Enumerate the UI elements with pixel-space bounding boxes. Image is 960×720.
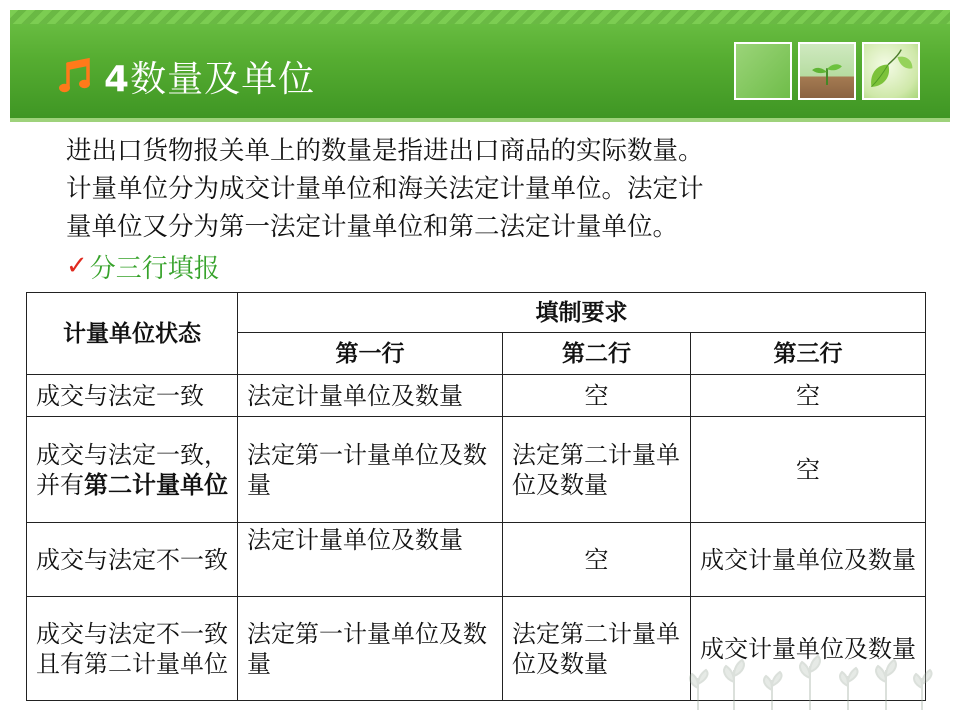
cell-row2: 空: [503, 375, 691, 417]
sprout-icon: [800, 44, 854, 98]
page-title-text: 数量及单位: [130, 58, 316, 100]
thumbnail-plain: [734, 42, 792, 100]
intro-line: 量单位又分为第一法定计量单位和第二法定计量单位。: [66, 212, 679, 242]
state-cell: [27, 417, 238, 523]
cell-row2: 空: [503, 523, 691, 597]
table-header-col2: 第二行: [503, 333, 691, 375]
intro-paragraph: [66, 132, 896, 246]
cell-row1: 法定第一计量单位及数量: [238, 597, 503, 701]
table-row: [27, 375, 926, 417]
table-header-group: 填制要求: [238, 293, 926, 333]
cell-row2: 法定第二计量单位及数量: [503, 597, 691, 701]
cell-row2: 法定第二计量单位及数量: [503, 417, 691, 523]
state-cell: 成交与法定不一致: [27, 523, 238, 597]
header-underline: [10, 118, 950, 122]
cell-row1: 法定计量单位及数量: [238, 375, 503, 417]
bullet-item: [66, 247, 220, 285]
bullet-text: 分三行填报: [89, 253, 220, 284]
state-cell: 成交与法定不一致且有第二计量单位: [27, 597, 238, 701]
intro-line: 进出口货物报关单上的数量是指进出口商品的实际数量。: [66, 136, 704, 166]
header-top-strip: [10, 10, 950, 24]
leaf-icon: [864, 44, 918, 98]
check-icon: ✓: [66, 251, 88, 281]
cell-row1: 法定计量单位及数量: [238, 523, 503, 597]
table-row: [27, 597, 926, 701]
thumbnail-sprout: [798, 42, 856, 100]
cell-row3: 成交计量单位及数量: [691, 523, 926, 597]
page-title-number: 4: [104, 58, 131, 100]
thumbnail-leaf: [862, 42, 920, 100]
table-header-col3: 第三行: [691, 333, 926, 375]
state-cell: 成交与法定一致: [27, 375, 238, 417]
table-header-col1: 第一行: [238, 333, 503, 375]
state-emphasis: 第二计量单位: [84, 470, 228, 499]
table-row: [27, 523, 926, 597]
cell-row3: 空: [691, 375, 926, 417]
title-area: [58, 52, 315, 100]
cell-row3: 空: [691, 417, 926, 523]
intro-line: 计量单位分为成交计量单位和海关法定计量单位。法定计: [66, 174, 704, 204]
state-text: 成交与法定一致，并有: [36, 440, 228, 499]
table-header-state: 计量单位状态: [27, 293, 238, 375]
page-title: [104, 51, 315, 102]
table-row: [27, 417, 926, 523]
music-note-icon: [58, 56, 92, 96]
cell-row3: 成交计量单位及数量: [691, 597, 926, 701]
fill-requirements-table: [26, 292, 926, 701]
cell-row1: 法定第一计量单位及数量: [238, 417, 503, 523]
